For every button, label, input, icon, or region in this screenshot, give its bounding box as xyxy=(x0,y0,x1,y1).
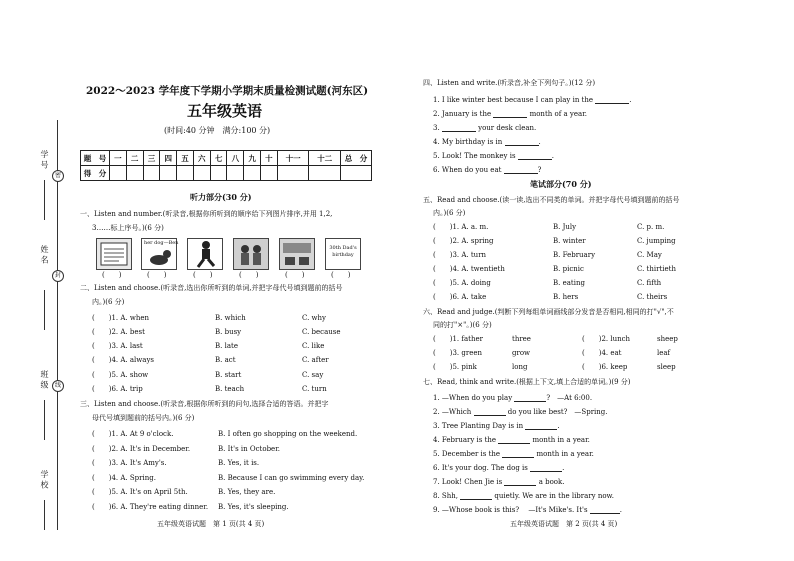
q7-line xyxy=(433,393,592,402)
q6-word-3[interactable]: ( )2. lunch xyxy=(582,335,631,343)
q5-option-c: C. theirs xyxy=(637,293,668,301)
q4-blank[interactable] xyxy=(518,151,555,160)
exam-title: 2022～2023 学年度下学期小学期末质量检测试题(河东区) xyxy=(86,85,369,97)
picture-bracket[interactable]: ( ) xyxy=(102,271,122,279)
score-input[interactable] xyxy=(277,166,309,181)
picture-5 xyxy=(279,238,315,270)
seal-xian: 线 xyxy=(52,380,64,392)
score-input[interactable] xyxy=(193,166,210,181)
picture-6-caption: 30th Dad's birthday xyxy=(329,245,357,258)
score-input[interactable] xyxy=(210,166,227,181)
q5-option-a[interactable]: ( )6. A. take xyxy=(433,293,487,301)
q3-option-a[interactable]: ( )6. A. They're eating dinner. xyxy=(92,503,209,511)
q4-line xyxy=(433,109,587,118)
q4-text: 1. I like winter best because I can play in the xyxy=(433,96,596,104)
q1-instruction-1: 一、Listen and number.(听录音,根据你所听到的顺序给下列图片排序,并用 1,2, xyxy=(80,210,333,218)
q5-option-a[interactable]: ( )2. A. spring xyxy=(433,237,494,245)
q2-instruction-1: 二、Listen and choose.(听录音,选出你所听到的单词,并把字母代号填到题前的括号 xyxy=(80,284,343,292)
score-cell: 十二 xyxy=(309,151,341,166)
score-cell: 一 xyxy=(110,151,127,166)
score-input[interactable] xyxy=(126,166,143,181)
q4-line xyxy=(433,95,631,104)
score-cell: 六 xyxy=(193,151,210,166)
q7-text: . xyxy=(562,464,565,472)
q7-text: 6. It's your dog. The dog is xyxy=(433,464,531,472)
q7-blank[interactable] xyxy=(590,505,620,514)
q5-option-c: C. jumping xyxy=(637,237,676,245)
q4-text: 3. xyxy=(433,124,442,132)
q4-line xyxy=(433,165,541,174)
q5-option-c: C. May xyxy=(637,251,662,259)
q7-text: quietly. We are in the library now. xyxy=(492,492,614,500)
children-icon xyxy=(234,239,268,269)
q6-word-3[interactable]: ( )4. eat xyxy=(582,349,622,357)
score-input[interactable] xyxy=(143,166,160,181)
q7-text: 2. —Which xyxy=(433,408,474,416)
q4-blank[interactable] xyxy=(493,109,527,118)
q7-line xyxy=(433,407,608,416)
running-boy-icon xyxy=(188,239,222,269)
q4-line xyxy=(433,123,536,132)
score-cell: 九 xyxy=(244,151,261,166)
q7-blank[interactable] xyxy=(514,393,546,402)
score-cell: 十一 xyxy=(277,151,309,166)
score-input[interactable] xyxy=(261,166,278,181)
seal-mi: 密 xyxy=(52,170,64,182)
q6-word-3[interactable]: ( )6. keep xyxy=(582,363,628,371)
q3-option-a[interactable]: ( )4. A. Spring. xyxy=(92,474,156,482)
q5-option-c: C. fifth xyxy=(637,279,662,287)
q3-instruction-1: 三、Listen and choose.(听录音,根据你所听到的问句,选择合适的答语。并把字 xyxy=(80,400,329,408)
q4-line xyxy=(433,137,541,146)
label-xuehao: 学 号 xyxy=(40,150,49,169)
q5-option-b: B. July xyxy=(553,223,577,231)
q6-word-4: sheep xyxy=(657,335,678,343)
q4-text: your desk clean. xyxy=(475,124,537,132)
q7-text: . xyxy=(557,422,560,430)
score-cell: 五 xyxy=(177,151,194,166)
q7-blank[interactable] xyxy=(460,491,492,500)
q7-text: 3. Tree Planting Day is in xyxy=(433,422,526,430)
q5-option-b: B. hers xyxy=(553,293,579,301)
q7-text: 1. —When do you play xyxy=(433,394,515,402)
written-heading: 笔试部分(70 分) xyxy=(530,179,592,189)
q5-option-b: B. winter xyxy=(553,237,586,245)
q6-instruction-1: 六、Read and judge.(判断下列每组单词画线部分发音是否相同,相同的打"√",不 xyxy=(423,308,674,316)
score-input[interactable] xyxy=(244,166,261,181)
q3-option-b: B. Because I can go swimming every day. xyxy=(218,474,365,482)
q4-blank[interactable] xyxy=(595,95,632,104)
q2-option-b: B. teach xyxy=(215,385,245,393)
picture-bracket[interactable]: ( ) xyxy=(331,271,351,279)
q4-blank[interactable] xyxy=(504,165,538,174)
score-input[interactable] xyxy=(309,166,341,181)
q2-option-c: C. why xyxy=(302,314,327,322)
q4-text: . xyxy=(551,152,555,160)
score-input[interactable] xyxy=(227,166,244,181)
q1-instruction-2: 3……标上序号。)(6 分) xyxy=(92,224,164,232)
q2-option-a[interactable]: ( )2. A. best xyxy=(92,328,145,336)
score-cell: 总 分 xyxy=(341,151,372,166)
q4-heading: 四、Listen and write.(听录音,补全下列句子。)(12 分) xyxy=(423,79,596,87)
score-input[interactable] xyxy=(160,166,177,181)
q3-option-b: B. Yes, they are. xyxy=(218,488,276,496)
q2-option-a[interactable]: ( )3. A. last xyxy=(92,342,143,350)
time-info: (时间:40 分钟 满分:100 分) xyxy=(164,126,271,135)
q3-option-b: B. It's in October. xyxy=(218,445,280,453)
score-input[interactable] xyxy=(177,166,194,181)
q5-option-a[interactable]: ( )5. A. doing xyxy=(433,279,491,287)
picture-4 xyxy=(233,238,269,270)
q4-blank[interactable] xyxy=(442,123,476,132)
q7-text: —It's Mike's. It's xyxy=(521,506,590,514)
listening-heading: 听力部分(30 分) xyxy=(190,192,252,202)
q6-instruction-2: 同的打"×"。)(6 分) xyxy=(433,321,492,329)
q7-text: ? —At 6:00. xyxy=(546,394,593,402)
q7-blank[interactable] xyxy=(498,435,530,444)
field-xingming[interactable] xyxy=(44,290,45,330)
q3-option-b: B. Yes, it is. xyxy=(218,459,260,467)
q4-text: . xyxy=(629,96,632,104)
q6-word-2: long xyxy=(512,363,528,371)
q3-instruction-2: 母代号填到题前的括号内。)(6 分) xyxy=(92,414,195,422)
q7-text: do you like best? —Spring. xyxy=(505,408,608,416)
q6-word-4: leaf xyxy=(657,349,671,357)
q6-word-1[interactable]: ( )5. pink xyxy=(433,363,477,371)
picture-2-caption: her dog—Ben xyxy=(144,240,179,246)
q4-text: 6. When do you eat xyxy=(433,166,504,174)
q7-line xyxy=(433,435,590,444)
q4-text: 2. January is the xyxy=(433,110,494,118)
footer-page-2: 五年级英语试题 第 2 页(共 4 页) xyxy=(510,520,618,528)
score-label: 得 分 xyxy=(81,166,110,181)
q4-text: . xyxy=(538,138,541,146)
q3-option-b: B. Yes, it's sleeping. xyxy=(218,503,289,511)
q2-option-b: B. act xyxy=(215,356,236,364)
q2-option-c: C. turn xyxy=(302,385,327,393)
field-xuehao[interactable] xyxy=(44,180,45,220)
q6-word-1[interactable]: ( )3. green xyxy=(433,349,482,357)
q5-option-a[interactable]: ( )4. A. twentieth xyxy=(433,265,505,273)
q4-line xyxy=(433,151,554,160)
q5-option-b: B. picnic xyxy=(553,265,584,273)
q7-line xyxy=(433,505,622,514)
score-cell: 题 号 xyxy=(81,151,110,166)
q7-text: 4. February is the xyxy=(433,436,499,444)
q2-option-a[interactable]: ( )4. A. always xyxy=(92,356,154,364)
footer-page-1: 五年级英语试题 第 1 页(共 4 页) xyxy=(157,520,265,528)
q3-option-a[interactable]: ( )3. A. It's Amy's. xyxy=(92,459,167,467)
q2-option-c: C. because xyxy=(302,328,341,336)
score-header-row xyxy=(81,151,372,166)
score-table xyxy=(80,150,372,181)
q7-text: 7. Look! Chen Jie is xyxy=(433,478,505,486)
picture-2 xyxy=(141,238,177,270)
q2-option-c: C. like xyxy=(302,342,325,350)
score-cell: 七 xyxy=(210,151,227,166)
q4-text: 5. Look! The monkey is xyxy=(433,152,518,160)
q3-option-b: B. I often go shopping on the weekend. xyxy=(218,430,358,438)
label-xuexiao: 学 校 xyxy=(40,470,49,489)
q6-word-2: grow xyxy=(512,349,531,357)
q6-word-1[interactable]: ( )1. father xyxy=(433,335,483,343)
q2-option-b: B. start xyxy=(215,371,242,379)
picture-bracket[interactable]: ( ) xyxy=(285,271,305,279)
score-input[interactable] xyxy=(110,166,127,181)
q7-line xyxy=(433,421,560,430)
q7-line xyxy=(433,463,564,472)
q4-text: 4. My birthday is in xyxy=(433,138,505,146)
q4-blank[interactable] xyxy=(505,137,539,146)
q7-line xyxy=(433,477,564,486)
q7-blank[interactable] xyxy=(474,407,506,416)
q7-blank[interactable] xyxy=(525,421,560,430)
q7-text: month in a year. xyxy=(530,436,590,444)
q5-instruction-1: 五、Read and choose.(读一读,选出不同类的单词。并把字母代号填到题前的括号 xyxy=(423,196,680,204)
score-cell: 十 xyxy=(261,151,278,166)
q5-option-a[interactable]: ( )3. A. turn xyxy=(433,251,487,259)
q4-text: month of a year. xyxy=(527,110,587,118)
q2-option-c: C. say xyxy=(302,371,324,379)
q5-instruction-2: 内。)(6 分) xyxy=(433,209,466,217)
q5-option-c: C. thirtieth xyxy=(637,265,676,273)
q6-word-2: three xyxy=(512,335,531,343)
q7-text: a book. xyxy=(536,478,565,486)
q5-option-b: B. February xyxy=(553,251,596,259)
q7-text: 8. Shh, xyxy=(433,492,461,500)
q2-option-c: C. after xyxy=(302,356,329,364)
q7-text: 5. December is the xyxy=(433,450,503,458)
notebook-icon xyxy=(97,239,131,269)
q7-heading: 七、Read, think and write.(根据上下文,填上合适的单词。)(9 分) xyxy=(423,378,631,386)
q2-option-a[interactable]: ( )1. A. when xyxy=(92,314,150,322)
score-input[interactable] xyxy=(341,166,372,181)
picture-6 xyxy=(325,238,361,270)
q7-line xyxy=(433,449,594,458)
q2-instruction-2: 内。)(6 分) xyxy=(92,298,125,306)
q5-option-a[interactable]: ( )1. A. a. m. xyxy=(433,223,489,231)
q7-blank[interactable] xyxy=(502,449,534,458)
score-value-row xyxy=(81,166,372,181)
q3-option-a[interactable]: ( )5. A. It's on April 5th. xyxy=(92,488,188,496)
q2-option-b: B. which xyxy=(215,314,246,322)
q3-option-a[interactable]: ( )2. A. It's in December. xyxy=(92,445,191,453)
label-xingming: 姓 名 xyxy=(40,245,49,264)
q6-word-4: sleep xyxy=(657,363,676,371)
q3-option-a[interactable]: ( )1. A. At 9 o'clock. xyxy=(92,430,174,438)
q5-option-c: C. p. m. xyxy=(637,223,665,231)
picture-1 xyxy=(96,238,132,270)
q7-text: . xyxy=(619,506,622,514)
q2-option-a[interactable]: ( )6. A. trip xyxy=(92,385,143,393)
picture-bracket[interactable]: ( ) xyxy=(147,271,167,279)
score-cell: 二 xyxy=(126,151,143,166)
q4-text: ? xyxy=(537,166,542,174)
picture-3 xyxy=(187,238,223,270)
q7-blank[interactable] xyxy=(530,463,565,472)
q7-text: month in a year. xyxy=(534,450,594,458)
field-xuexiao[interactable] xyxy=(44,500,45,530)
seal-feng: 封 xyxy=(52,270,64,282)
q7-blank[interactable] xyxy=(504,477,536,486)
q2-option-a[interactable]: ( )5. A. show xyxy=(92,371,149,379)
picture-bracket[interactable]: ( ) xyxy=(239,271,259,279)
picture-bracket[interactable]: ( ) xyxy=(193,271,213,279)
q7-line xyxy=(433,491,614,500)
classroom-icon xyxy=(280,239,314,269)
q7-text: 9. —Whose book is this? xyxy=(433,506,522,514)
score-cell: 三 xyxy=(143,151,160,166)
q5-option-b: B. eating xyxy=(553,279,585,287)
label-banji: 班 级 xyxy=(40,370,49,389)
subject-title: 五年级英语 xyxy=(187,102,263,120)
score-cell: 四 xyxy=(160,151,177,166)
field-banji[interactable] xyxy=(44,400,45,440)
score-cell: 八 xyxy=(227,151,244,166)
q2-option-b: B. late xyxy=(215,342,238,350)
q2-option-b: B. busy xyxy=(215,328,242,336)
